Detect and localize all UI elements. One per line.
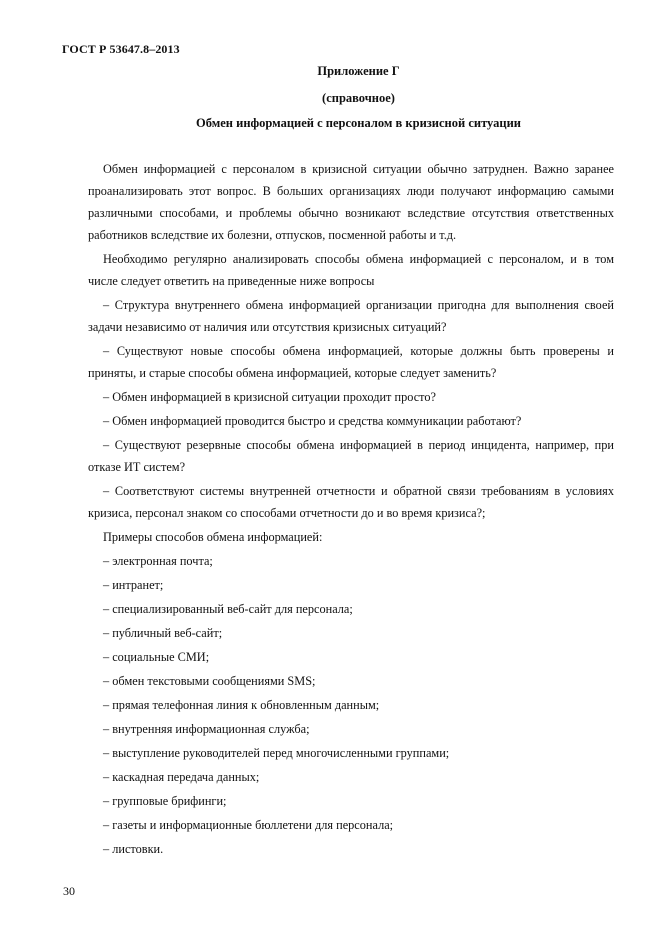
example-item: – газеты и информационные бюллетени для персонала; — [103, 818, 394, 832]
example-item: – внутренняя информационная служба; — [103, 722, 310, 736]
document-body — [88, 158, 614, 862]
example-item: – обмен текстовыми сообщениями SMS; — [103, 674, 316, 688]
question-item: – Структура внутреннего обмена информацией организации пригодна для выполнения своей задачи независимо от наличия или отсутствия кризисных ситуаций? — [88, 298, 614, 334]
example-item: – групповые брифинги; — [103, 794, 227, 808]
question-item: – Существуют резервные способы обмена информацией в период инцидента, например, при отказе ИТ систем? — [88, 438, 614, 474]
question-item: – Обмен информацией проводится быстро и средства коммуникации работают? — [103, 414, 522, 428]
document-code: ГОСТ Р 53647.8–2013 — [62, 42, 180, 56]
example-item: – интранет; — [103, 578, 164, 592]
question-item: – Соответствуют системы внутренней отчетности и обратной связи требованиям в условиях кризиса, персонал знаком со способами отчетности до и во время кризиса?; — [88, 484, 614, 520]
examples-intro: Примеры способов обмена информацией: — [103, 530, 323, 544]
question-item: – Обмен информацией в кризисной ситуации проходит просто? — [103, 390, 436, 404]
example-item: – электронная почта; — [103, 554, 213, 568]
paragraph-questions-lead: Необходимо регулярно анализировать способы обмена информацией с персоналом, и в том числе следует ответить на приведенные ниже вопросы — [88, 252, 614, 288]
appendix-title: Приложение Г — [317, 64, 400, 78]
question-item: – Существуют новые способы обмена информацией, которые должны быть проверены и приняты, и старые способы обмена информацией, которые следует заменить? — [88, 344, 614, 380]
appendix-subject: Обмен информацией с персоналом в кризисной ситуации — [196, 116, 521, 130]
page-number: 30 — [63, 884, 75, 898]
example-item: – листовки. — [103, 842, 164, 856]
appendix-kind: (справочное) — [322, 91, 395, 105]
paragraph-intro: Обмен информацией с персоналом в кризисной ситуации обычно затруднен. Важно заранее проанализировать этот вопрос. В больших организациях люди получают информацию самыми различными способами, и проблемы обычно возникают вследствие отсутствия ответственных работников вследствие их болезни, отпусков, посменной работы и т.д. — [88, 162, 614, 242]
example-item: – прямая телефонная линия к обновленным данным; — [103, 698, 380, 712]
example-item: – выступление руководителей перед многочисленными группами; — [103, 746, 450, 760]
example-item: – социальные СМИ; — [103, 650, 210, 664]
example-item: – публичный веб-сайт; — [103, 626, 223, 640]
example-item: – специализированный веб-сайт для персонала; — [103, 602, 353, 616]
example-item: – каскадная передача данных; — [103, 770, 260, 784]
